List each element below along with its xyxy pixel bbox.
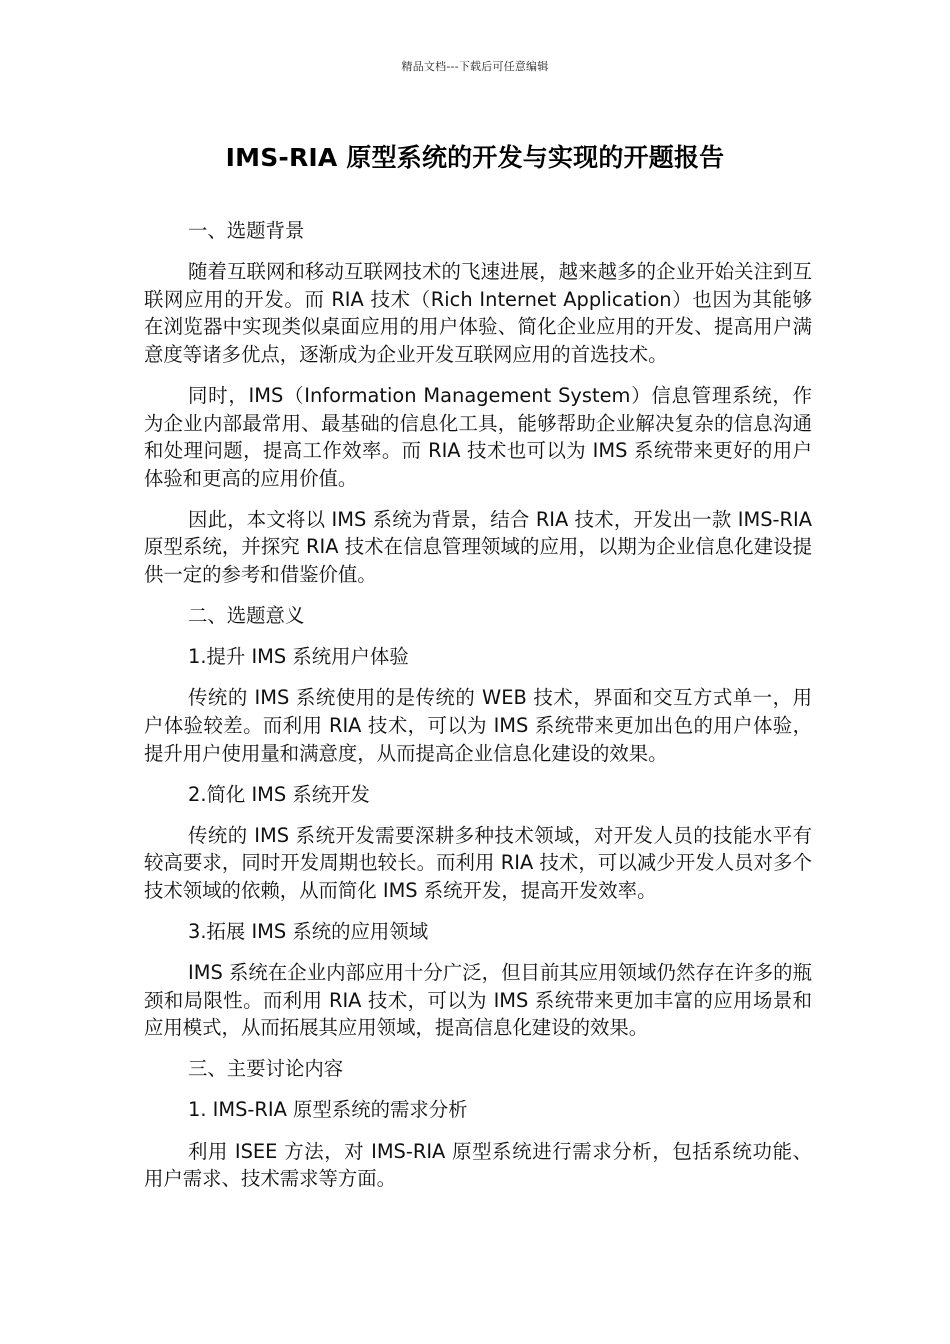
section-heading-significance: 二、选题意义: [188, 604, 305, 628]
subheading-user-experience: 1.提升 IMS 系统用户体验: [188, 645, 409, 669]
section-heading-background: 一、选题背景: [188, 219, 305, 242]
paragraph: 传统的 IMS 系统使用的是传统的 WEB 技术，界面和交互方式单一，用户体验较差。而利用 RIA 技术，可以为 IMS 系统带来更加出色的用户体验，提升用户使用量和满意度，从而提高企业信息化建设的效果。: [144, 686, 812, 765]
document-title: IMS-RIA 原型系统的开发与实现的开题报告: [225, 143, 725, 172]
paragraph: IMS 系统在企业内部应用十分广泛，但目前其应用领域仍然存在许多的瓶颈和局限性。而利用 RIA 技术，可以为 IMS 系统带来更加丰富的应用场景和应用模式，从而拓展其应用领域，提高信息化建设的效果。: [144, 961, 812, 1040]
subheading-requirements-analysis: 1. IMS-RIA 原型系统的需求分析: [188, 1098, 468, 1122]
document-body: [144, 217, 812, 1206]
paragraph: 因此，本文将以 IMS 系统为背景，结合 RIA 技术，开发出一款 IMS-RIA 原型系统，并探究 RIA 技术在信息管理领域的应用，以期为企业信息化建设提供一定的参考和借鉴价值。: [144, 507, 812, 587]
subheading-expand-application: 3.拓展 IMS 系统的应用领域: [188, 919, 429, 943]
paragraph: 随着互联网和移动互联网技术的飞速进展，越来越多的企业开始关注到互联网应用的开发。而 RIA 技术（Rich Internet Application）也因为其能够在浏览器中实现类似桌面应用的用户体验、简化企业应用的开发、提高用户满意度等诸多优点，逐渐成为企业开发互联网应用的首选技术。: [144, 260, 812, 366]
paragraph: 传统的 IMS 系统开发需要深耕多种技术领域，对开发人员的技能水平有较高要求，同时开发周期也较长。而利用 RIA 技术，可以减少开发人员对多个技术领域的依赖，从而简化 IMS 系统开发，提高开发效率。: [144, 823, 812, 902]
subheading-simplify-development: 2.简化 IMS 系统开发: [188, 782, 370, 806]
page-header-note: 精品文档---下载后可任意编辑: [401, 60, 549, 73]
section-heading-main-content: 三、主要讨论内容: [188, 1057, 344, 1081]
paragraph: 利用 ISEE 方法，对 IMS-RIA 原型系统进行需求分析，包括系统功能、用户需求、技术需求等方面。: [144, 1139, 812, 1191]
paragraph: 同时，IMS（Information Management System）信息管理系统，作为企业内部最常用、最基础的信息化工具，能够帮助企业解决复杂的信息沟通和处理问题，提高工作效率。而 RIA 技术也可以为 IMS 系统带来更好的用户体验和更高的应用价值。: [144, 383, 812, 490]
